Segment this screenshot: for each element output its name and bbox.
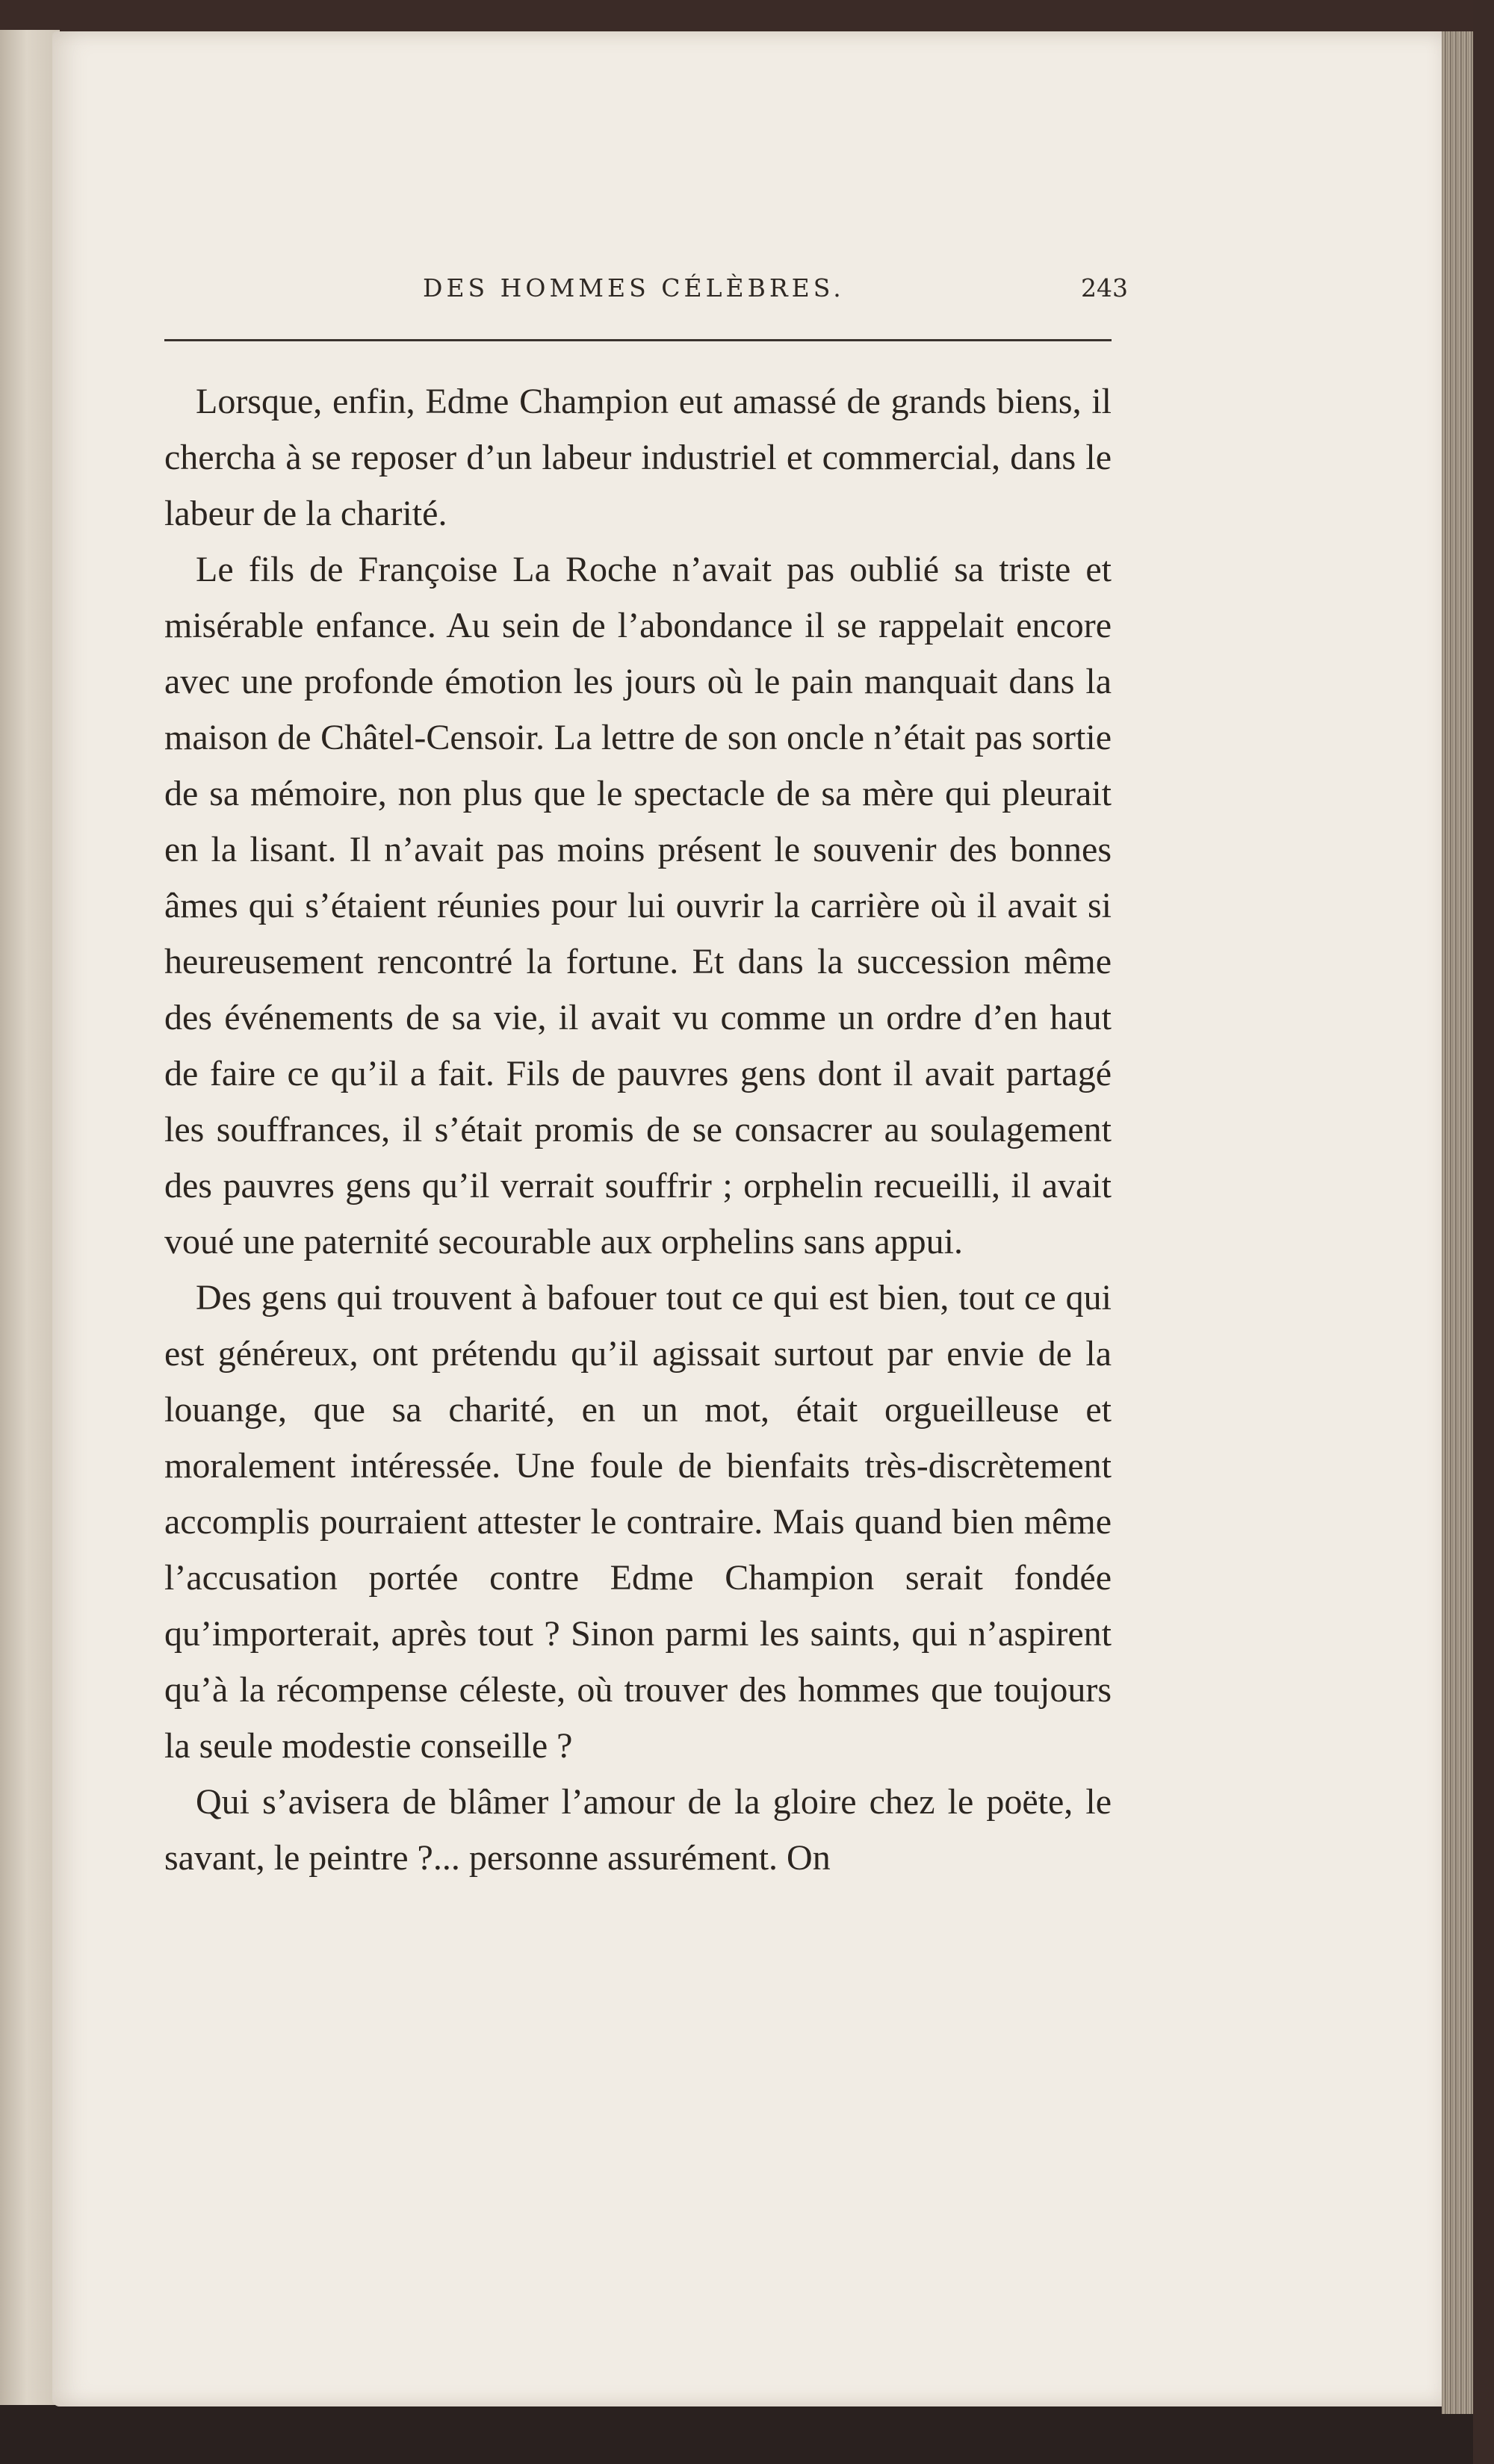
page-header	[164, 273, 1128, 311]
book-cover-right	[1473, 0, 1494, 2464]
paragraph: Qui s’avisera de blâmer l’amour de la gloire chez le poëte, le savant, le peintre ?... personne assurément. On	[164, 1782, 1112, 1878]
left-page-edge	[0, 30, 60, 2405]
paragraph: Des gens qui trouvent à bafouer tout ce qui est bien, tout ce qui est généreux, ont prétendu qu’il agissait surtout par envie de la louange, que sa charité, en un mot, était orgueilleuse et moralement intéressée. Une foule de bienfaits très-discrètement accomplis pourraient attester le contraire. Mais quand bien même l’accusation portée contre Edme Champion serait fondée qu’importerait, après tout ? Sinon parmi les saints, qui n’aspirent qu’à la récompense céleste, où trouver des hommes que toujours la seule modestie conseille ?	[164, 1278, 1112, 1766]
book-cover-top	[0, 0, 1494, 33]
header-rule	[164, 339, 1112, 341]
running-head: DES HOMMES CÉLÈBRES.	[423, 273, 845, 302]
page-stack-edge	[1442, 31, 1473, 2414]
body-text	[164, 373, 1112, 1886]
paragraph: Lorsque, enfin, Edme Champion eut amassé de grands biens, il chercha à se reposer d’un labeur industriel et commercial, dans le labeur de la charité.	[164, 382, 1112, 533]
page-number: 243	[1081, 273, 1128, 302]
paragraph: Le fils de Françoise La Roche n’avait pas oublié sa triste et misérable enfance. Au sein de l’abondance il se rappelait encore avec une profonde émotion les jours où le pain manquait dans la maison de Châtel-Censoir. La lettre de son oncle n’était pas sortie de sa mémoire, non plus que le spectacle de sa mère qui pleurait en la lisant. Il n’avait pas moins présent le souvenir des bonnes âmes qui s’étaient réunies pour lui ouvrir la carrière où il avait si heureusement rencontré la fortune. Et dans la succession même des événements de sa vie, il avait vu comme un ordre d’en haut de faire ce qu’il a fait. Fils de pauvres gens dont il avait partagé les souffrances, il s’était promis de se consacrer au soulagement des pauvres gens qu’il verrait souffrir ; orphelin recueilli, il avait voué une paternité secourable aux orphelins sans appui.	[164, 550, 1112, 1262]
